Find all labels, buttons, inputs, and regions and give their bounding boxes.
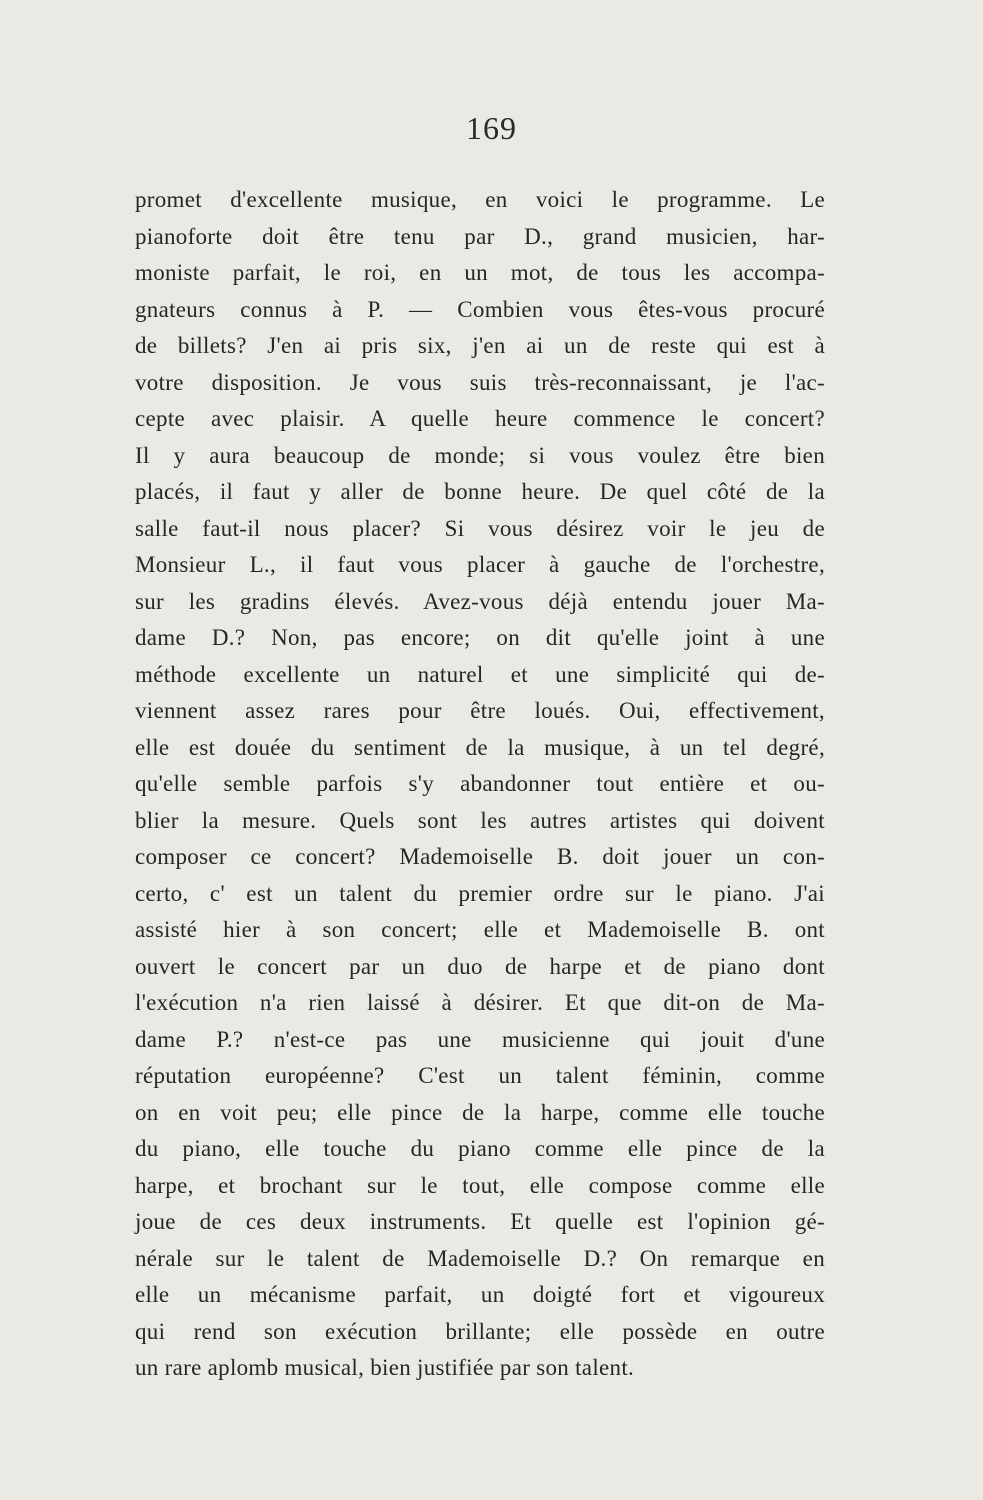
- text-line: blier la mesure. Quels sont les autres artistes qui doivent: [135, 807, 825, 833]
- text-line: méthode excellente un naturel et une simplicité qui de-: [135, 661, 825, 687]
- text-line: sur les gradins élevés. Avez-vous déjà entendu jouer Ma-: [135, 588, 825, 614]
- text-line: assisté hier à son concert; elle et Mademoiselle B. ont: [135, 917, 825, 942]
- text-line: l'exécution n'a rien laissé à désirer. Et que dit-on de Ma-: [135, 990, 825, 1015]
- text-line: dame D.? Non, pas encore; on dit qu'elle joint à une: [135, 625, 825, 650]
- text-line: réputation européenne? C'est un talent féminin, comme: [135, 1063, 825, 1088]
- text-line: qu'elle semble parfois s'y abandonner tout entière et ou-: [135, 771, 825, 796]
- text-line: Monsieur L., il faut vous placer à gauche de l'orchestre,: [135, 552, 825, 577]
- text-line: certo, c' est un talent du premier ordre sur le piano. J'ai: [135, 880, 825, 906]
- text-line: elle un mécanisme parfait, un doigté fort et vigoureux: [135, 1282, 825, 1307]
- text-line: moniste parfait, le roi, en un mot, de tous les accompa-: [135, 260, 825, 285]
- body-text: [135, 182, 825, 1387]
- text-line: cepte avec plaisir. A quelle heure commence le concert?: [135, 406, 825, 431]
- text-line: un rare aplomb musical, bien justifiée par son talent.: [135, 1355, 635, 1380]
- text-line: harpe, et brochant sur le tout, elle compose comme elle: [135, 1172, 825, 1198]
- text-line: pianoforte doit être tenu par D., grand musicien, har-: [135, 223, 825, 249]
- text-line: ouvert le concert par un duo de harpe et de piano dont: [135, 953, 825, 979]
- text-line: on en voit peu; elle pince de la harpe, comme elle touche: [135, 1099, 825, 1125]
- text-line: salle faut-il nous placer? Si vous désirez voir le jeu de: [135, 515, 825, 541]
- text-line: votre disposition. Je vous suis très-reconnaissant, je l'ac-: [135, 369, 825, 395]
- text-line: gnateurs connus à P. — Combien vous êtes-vous procuré: [135, 296, 825, 322]
- text-line: qui rend son exécution brillante; elle possède en outre: [135, 1318, 825, 1344]
- text-line: placés, il faut y aller de bonne heure. De quel côté de la: [135, 479, 825, 504]
- text-line: de billets? J'en ai pris six, j'en ai un de reste qui est à: [135, 333, 825, 358]
- text-line: joue de ces deux instruments. Et quelle est l'opinion gé-: [135, 1209, 825, 1234]
- text-line: du piano, elle touche du piano comme elle pince de la: [135, 1136, 825, 1161]
- text-line: elle est douée du sentiment de la musique, à un tel degré,: [135, 734, 825, 760]
- text-line: composer ce concert? Mademoiselle B. doit jouer un con-: [135, 844, 825, 869]
- text-line: promet d'excellente musique, en voici le programme. Le: [135, 187, 825, 212]
- text-line: nérale sur le talent de Mademoiselle D.? On remarque en: [135, 1245, 825, 1271]
- text-line: viennent assez rares pour être loués. Oui, effectivement,: [135, 698, 825, 723]
- page-number: 169: [466, 110, 517, 146]
- text-line: dame P.? n'est-ce pas une musicienne qui jouit d'une: [135, 1026, 825, 1052]
- text-line: Il y aura beaucoup de monde; si vous voulez être bien: [135, 442, 825, 468]
